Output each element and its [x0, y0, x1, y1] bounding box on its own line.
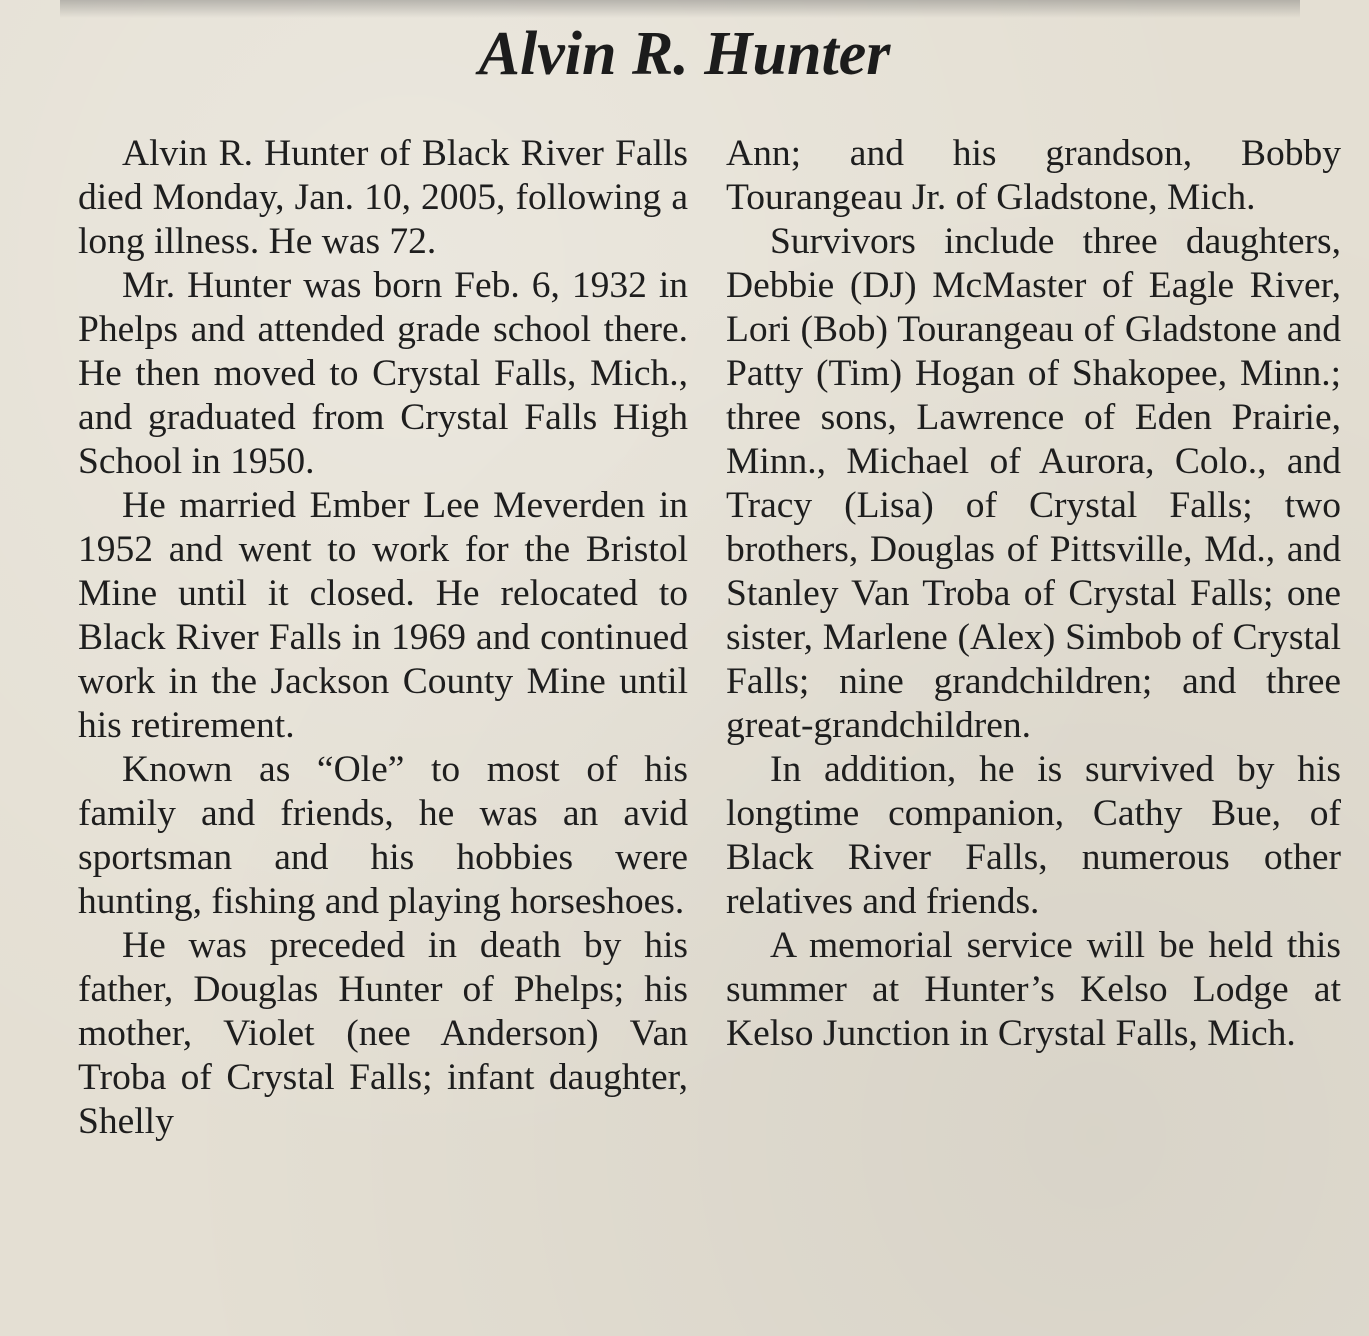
paragraph-preceded-continued: Ann; and his grandson, Bobby Tourangeau Jr. of Gladstone, Mich. — [726, 133, 1341, 218]
paragraph-marriage-career: He married Ember Lee Meverden in 1952 and went to work for the Bristol Mine until it closed. He relocated to Black River Falls in 1969 and continued work in the Jackson County Mine until his retirement. — [78, 485, 688, 746]
paragraph-companion: In addition, he is survived by his longtime companion, Cathy Bue, of Black River Falls, numerous other relatives and friends. — [726, 749, 1341, 922]
obituary-title: Alvin R. Hunter — [478, 20, 891, 88]
paragraph-survivors: Survivors include three daughters, Debbie (DJ) McMaster of Eagle River, Lori (Bob) Tourangeau of Gladstone and Patty (Tim) Hogan of Shakopee, Minn.; three sons, Lawrence of Eden Prairie, Minn., Michael of Aurora, Colo., and Tracy (Lisa) of Crystal Falls; two brothers, Douglas of Pittsville, Md., and Stanley Van Troba of Crystal Falls; one sister, Marlene (Alex) Simbob of Crystal Falls; nine grandchildren; and three great-grandchildren. — [726, 221, 1341, 746]
paragraph-memorial-service: A memorial service will be held this summer at Hunter’s Kelso Lodge at Kelso Junction in Crystal Falls, Mich. — [726, 925, 1341, 1054]
paragraph-death-notice: Alvin R. Hunter of Black River Falls died Monday, Jan. 10, 2005, following a long illness. He was 72. — [78, 133, 688, 262]
paragraph-early-life: Mr. Hunter was born Feb. 6, 1932 in Phelps and attended grade school there. He then moved to Crystal Falls, Mich., and graduated from Crystal Falls High School in 1950. — [78, 265, 688, 482]
paragraph-hobbies: Known as “Ole” to most of his family and friends, he was an avid sportsman and his hobbies were hunting, fishing and playing horseshoes. — [78, 749, 688, 922]
left-column — [78, 132, 688, 1144]
right-column — [726, 132, 1341, 1056]
paragraph-preceded-in-death: He was preceded in death by his father, Douglas Hunter of Phelps; his mother, Violet (nee Anderson) Van Troba of Crystal Falls; infant daughter, Shelly — [78, 925, 688, 1142]
